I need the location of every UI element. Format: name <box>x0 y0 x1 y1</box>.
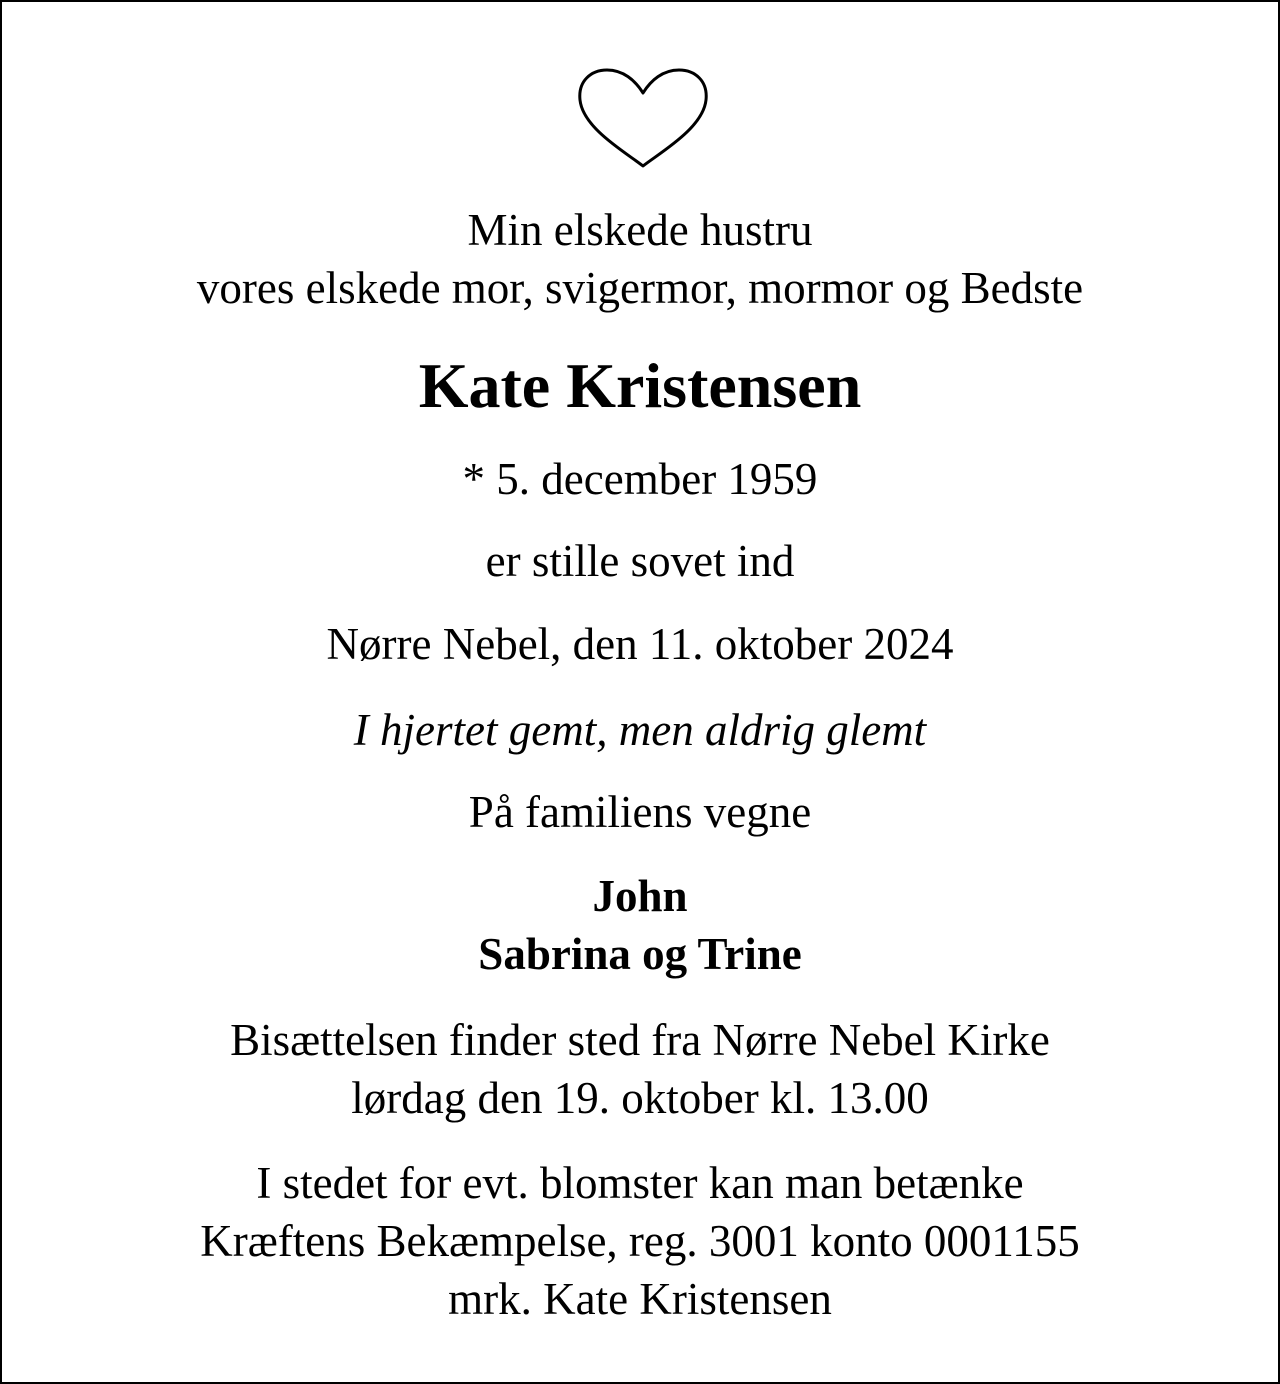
signer-name: John <box>592 871 688 921</box>
funeral-line-2: lørdag den 19. oktober kl. 13.00 <box>351 1073 929 1123</box>
funeral-line-1: Bisættelsen finder sted fra Nørre Nebel Kirke <box>230 1015 1050 1065</box>
intro-line-1: Min elskede hustru <box>467 205 813 255</box>
heart-icon <box>575 66 711 170</box>
motto: I hjertet gemt, men aldrig glemt <box>353 705 927 755</box>
donation-line-1: I stedet for evt. blomster kan man betænke <box>256 1158 1024 1208</box>
deceased-name: Kate Kristensen <box>418 350 862 421</box>
birth-date: * 5. december 1959 <box>462 454 818 504</box>
donation-line-2: Kræftens Bekæmpelse, reg. 3001 konto 0001155 <box>200 1216 1080 1266</box>
intro-line-2: vores elskede mor, svigermor, mormor og Bedste <box>196 263 1084 313</box>
donation-line-3: mrk. Kate Kristensen <box>448 1274 832 1324</box>
signer-name: Sabrina og Trine <box>478 929 802 979</box>
passing-place-date: Nørre Nebel, den 11. oktober 2024 <box>326 619 954 669</box>
passing-text: er stille sovet ind <box>485 536 795 586</box>
on-behalf-text: På familiens vegne <box>468 787 812 837</box>
